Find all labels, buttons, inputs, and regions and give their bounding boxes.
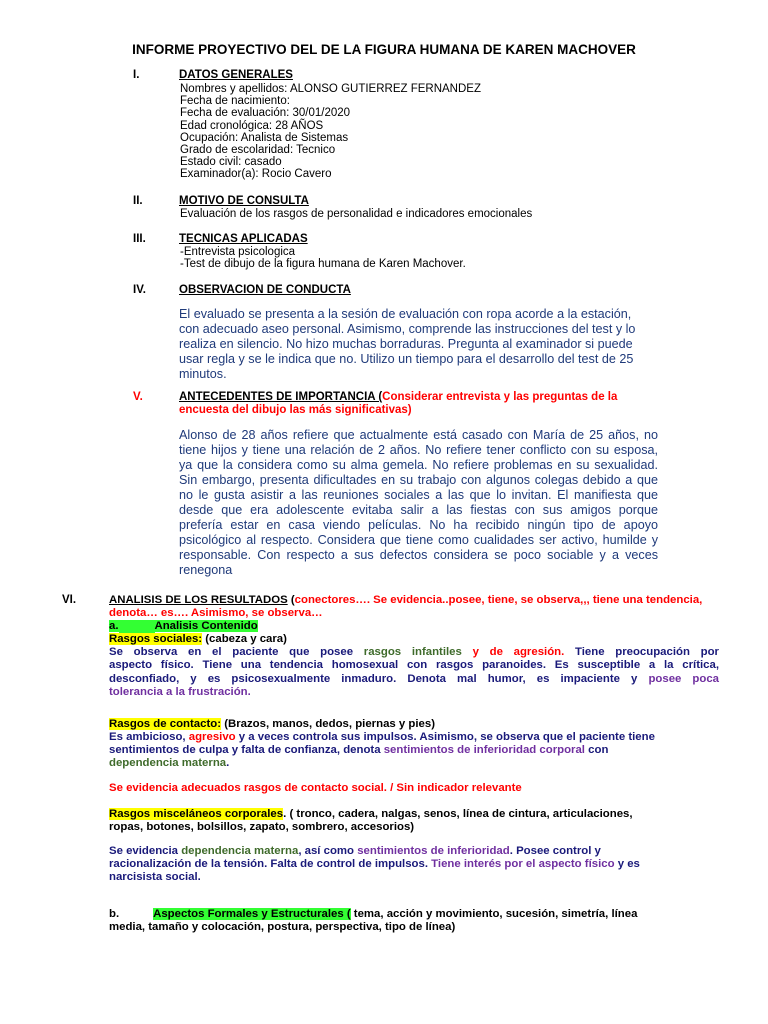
- behavior-line: usar regla y se le indica que no. Utilizo un tiempo para el desarrollo del test de 25: [179, 352, 634, 366]
- text-span: sentimientos de culpa y falta de confianza, denota: [109, 744, 384, 757]
- misc-line-1: [109, 845, 719, 858]
- general-data-civil-status: Estado civil: casado: [180, 156, 282, 169]
- background-line: prefería estar en casa viendo películas. No ha recibido ningún tipo de apoyo: [179, 518, 658, 532]
- misc-traits-desc: . ( tronco, cadera, nalgas, senos, línea de cintura, articulaciones,: [283, 808, 633, 820]
- text-span: Se evidencia: [109, 845, 182, 857]
- text-span: de agresión.: [489, 646, 565, 659]
- behavior-line: realiza en silencio. No hizo muchas borraduras. Pregunta al examinador si puede: [179, 337, 633, 351]
- section-2-number: II.: [133, 195, 143, 207]
- background-line: responsable. Con respecto a sus defectos considera se poco sociable y a veces: [179, 548, 658, 562]
- text-span: Tiene interés por el aspecto físico: [431, 858, 615, 871]
- misc-line-2: [109, 858, 719, 871]
- general-data-list: [180, 83, 481, 181]
- contact-traits-desc: (Brazos, manos, dedos, piernas y pies): [221, 718, 435, 730]
- text-span: con: [584, 744, 609, 757]
- section-6-number: VI.: [62, 594, 77, 606]
- misc-traits-desc-cont: ropas, botones, bolsillos, zapato, sombrero, accesorios): [109, 821, 415, 834]
- text-span: desconfiado, y es psicosexualmente inmaduro. Denota mal humor, es impaciente y: [109, 672, 649, 685]
- section-4-number: IV.: [133, 284, 147, 296]
- general-data-occupation: Ocupación: Analista de Sistemas: [180, 131, 349, 144]
- section-5-heading-block: [179, 391, 617, 417]
- misc-traits-label: Rasgos misceláneos corporales: [109, 808, 284, 820]
- technique-item: -Test de dibujo de la figura humana de Karen Machover.: [180, 258, 466, 271]
- behavior-line: El evaluado se presenta a la sesión de evaluación con ropa acorde a la estación,: [179, 307, 632, 321]
- text-span: y a veces controla sus impulsos. Asimismo, se observa que el paciente tiene: [235, 731, 655, 744]
- social-line-4: tolerancia a la frustración.: [109, 685, 251, 698]
- report-title: INFORME PROYECTIVO DEL DE LA FIGURA HUMANA DE KAREN MACHOVER: [132, 42, 636, 57]
- section-6-connectors: conectores…. Se evidencia..posee, tiene, se observa,,, tiene una tendencia,: [294, 594, 703, 606]
- text-span: Se observa en el paciente que posee: [109, 646, 364, 659]
- section-6-connectors-cont: denota… es…. Asimismo, se observa…: [109, 607, 323, 620]
- text-span: sentimientos de inferioridad corporal: [383, 744, 585, 757]
- section-5-instruction: Considerar entrevista y las preguntas de la: [382, 391, 618, 403]
- text-span: sentimientos de inferioridad: [357, 845, 510, 857]
- text-span: dependencia materna: [181, 845, 299, 857]
- sub-b-desc-cont: media, tamaño y colocación, postura, perspectiva, tipo de línea): [109, 921, 456, 934]
- behavior-line: minutos.: [179, 367, 227, 381]
- social-line-1: [109, 646, 719, 659]
- section-5-number: V.: [133, 391, 143, 403]
- text-span: , así como: [298, 845, 358, 857]
- consultation-reason: Evaluación de los rasgos de personalidad e indicadores emocionales: [180, 208, 533, 220]
- text-span: agresivo: [188, 731, 236, 744]
- sub-a-label: Analisis Contenido: [154, 620, 258, 633]
- misc-traits-text: [109, 845, 719, 884]
- social-line-3: [109, 673, 719, 686]
- contact-note: Se evidencia adecuados rasgos de contacto social. / Sin indicador relevante: [109, 782, 522, 794]
- section-6-paren: (: [287, 594, 295, 606]
- section-5-heading: ANTECEDENTES DE IMPORTANCIA (: [179, 391, 383, 403]
- section-6-block: [109, 594, 719, 699]
- general-data-eval-date: Fecha de evaluación: 30/01/2020: [180, 107, 351, 120]
- section-4-heading: OBSERVACION DE CONDUCTA: [179, 284, 351, 296]
- background-line: psicológico al respecto. Considera que tiene como cualidades ser activo, humilde y: [179, 533, 658, 547]
- section-3-number: III.: [133, 233, 146, 245]
- technique-item: -Entrevista psicologica: [180, 246, 296, 258]
- background-line: no le gusta asistir a las reuniones sociales a las que lo invitan. El manifiesta que: [179, 488, 658, 502]
- social-traits-desc: (cabeza y cara): [202, 633, 287, 646]
- behavior-observation: [179, 307, 659, 382]
- section-3-heading: TECNICAS APLICADAS: [179, 233, 308, 245]
- general-data-name: Nombres y apellidos: ALONSO GUTIERREZ FERNANDEZ: [180, 83, 481, 95]
- general-data-age: Edad cronológica: 28 AÑOS: [180, 119, 324, 132]
- text-span: .: [226, 757, 230, 770]
- contact-line-2: [109, 744, 719, 757]
- text-span: Tiene preocupación por: [564, 646, 719, 659]
- sub-a-letter: a.: [109, 620, 119, 633]
- text-span: posee poca: [648, 672, 720, 685]
- general-data-birthdate: Fecha de nacimiento:: [180, 95, 290, 108]
- background-paragraph: [179, 428, 658, 578]
- section-1-heading: DATOS GENERALES: [179, 69, 293, 81]
- general-data-examiner: Examinador(a): Rocio Cavero: [180, 168, 332, 181]
- text-span: racionalización de la tensión. Falta de control de impulsos.: [109, 858, 432, 871]
- sub-b-letter: b.: [109, 908, 120, 920]
- sub-b-desc: tema, acción y movimiento, sucesión, simetría, línea: [350, 908, 638, 920]
- contact-line-1: [109, 731, 719, 744]
- social-traits-label: Rasgos sociales:: [109, 633, 203, 646]
- text-span: y: [461, 646, 490, 659]
- contact-traits-label: Rasgos de contacto:: [109, 718, 222, 730]
- misc-line-3: narcisista social.: [109, 871, 201, 884]
- text-span: y es: [614, 858, 640, 871]
- contact-traits-block: [109, 718, 719, 770]
- background-line: Sin embargo, presenta dificultades en su trabajo con algunos colegas debido a que: [179, 473, 658, 487]
- section-1-number: I.: [133, 69, 140, 81]
- contact-line-3: [109, 757, 719, 770]
- sub-b-block: [109, 908, 719, 934]
- sub-b-label: Aspectos Formales y Estructurales (: [153, 908, 351, 920]
- general-data-education: Grado de escolaridad: Tecnico: [180, 144, 336, 157]
- section-6-heading: ANALISIS DE LOS RESULTADOS: [109, 594, 288, 606]
- background-line: Alonso de 28 años refiere que actualmente está casado con María de 25 años, no: [179, 428, 658, 442]
- text-span: Es ambicioso,: [109, 731, 189, 744]
- background-line: ya que la considera como su alma gemela. No refiere problemas en su sexualidad.: [179, 458, 658, 472]
- text-span: dependencia materna: [109, 757, 227, 770]
- behavior-line: con adecuado aseo personal. Asimismo, comprende las instrucciones del test y lo: [179, 322, 636, 336]
- section-5-instruction-cont: encuesta del dibujo las más significativas): [179, 404, 412, 416]
- section-2-heading: MOTIVO DE CONSULTA: [179, 195, 309, 207]
- background-line: desde que era adolescente evitaba salir a las fiestas con sus amigos porque: [179, 503, 658, 517]
- background-line: tiene hijos y tiene una relación de 2 años. No refiere tener conflicto con su esposa,: [179, 443, 658, 457]
- social-line-2: aspecto físico. Tiene una tendencia homosexual con rasgos paranoides. Es susceptible a la crítica,: [109, 659, 719, 672]
- background-line: renegona: [179, 563, 233, 577]
- text-span: rasgos infantiles: [363, 646, 462, 659]
- misc-traits-block: [109, 808, 719, 834]
- text-span: . Posee control y: [509, 845, 601, 857]
- techniques-list: [180, 246, 466, 270]
